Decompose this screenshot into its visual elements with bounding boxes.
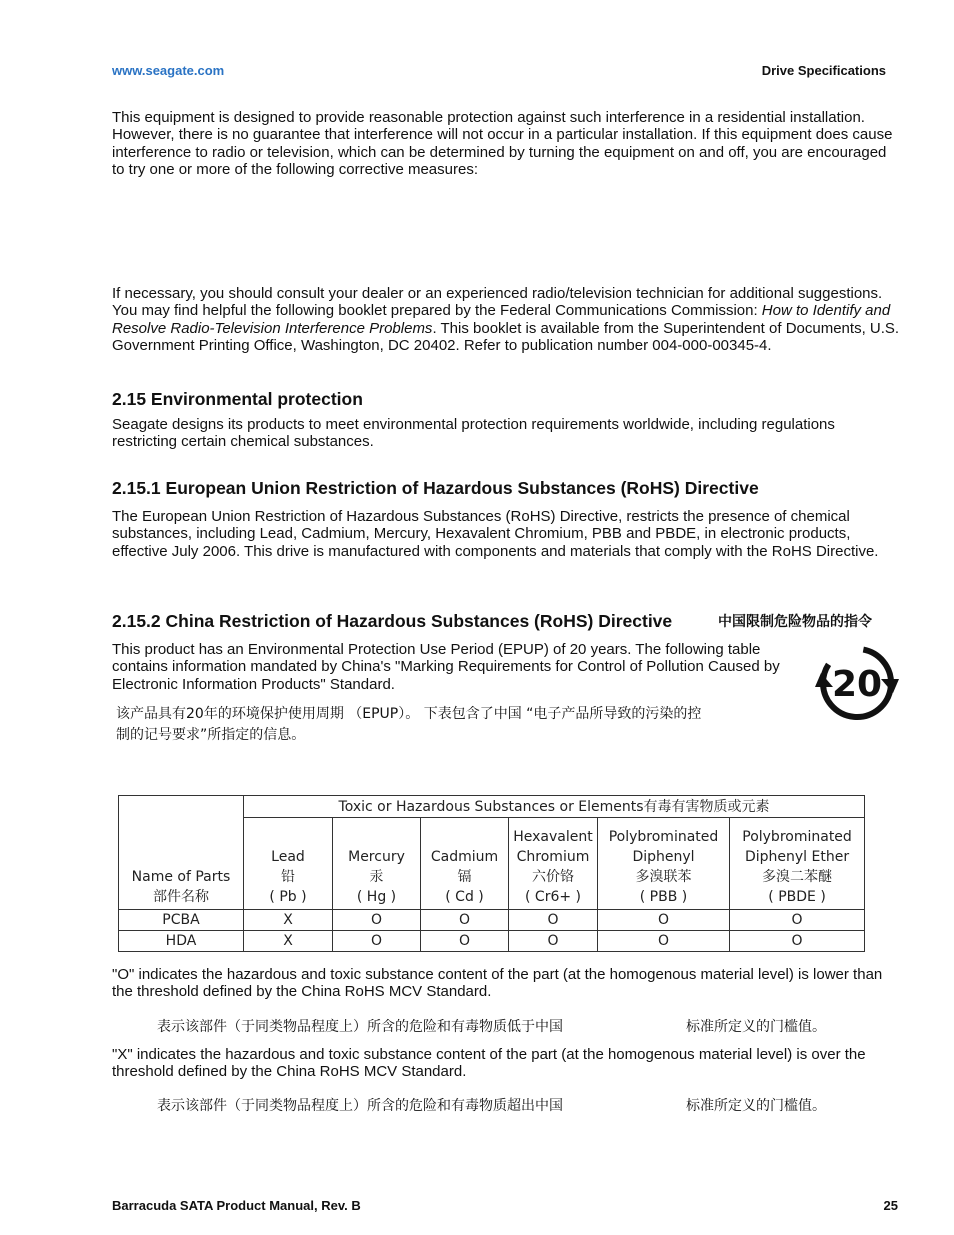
col-pbb xyxy=(598,818,730,910)
value-cell: O xyxy=(421,931,509,952)
consult-paragraph xyxy=(112,285,902,355)
col-mercury xyxy=(333,818,421,910)
col-label: 六价铬 xyxy=(532,869,574,885)
value-cell: O xyxy=(730,931,865,952)
booklet-title: How to Identify and Resolve Radio-Television Interference Problems xyxy=(112,302,891,337)
col-label: 铅 xyxy=(281,869,295,885)
col-label: Cadmium xyxy=(430,849,499,865)
hazardous-substances-table xyxy=(118,795,865,952)
header-website-link[interactable]: www.seagate.com xyxy=(112,63,225,78)
x-note-chinese-a: 表示该部件（于同类物品程度上）所含的危险和有毒物质超出中国 xyxy=(157,1098,563,1114)
col-label: 多溴联苯 xyxy=(635,869,692,885)
col-label: ( Cr6+ ) xyxy=(525,889,581,905)
section-heading-china-rohs: 2.15.2 China Restriction of Hazardous Substances (RoHS) Directive xyxy=(112,611,673,631)
col-label: Diphenyl xyxy=(632,849,695,865)
col-label: ( Hg ) xyxy=(356,889,397,905)
chinese-line-2: 制的记号要求”所指定的信息。 xyxy=(116,727,306,743)
x-note-paragraph: "X" indicates the hazardous and toxic substance content of the part (at the homogenous material level) is over the threshold defined by the China RoHS MCV Standard. xyxy=(112,1046,866,1081)
col-label: Diphenyl Ether xyxy=(744,849,850,865)
table-row xyxy=(119,931,865,952)
parts-header-cn: 部件名称 xyxy=(153,889,209,905)
value-cell: X xyxy=(244,931,333,952)
table-row xyxy=(119,910,865,931)
value-cell: O xyxy=(333,910,421,931)
value-cell: O xyxy=(730,910,865,931)
parts-header-cell xyxy=(119,796,244,910)
col-label: Hexavalent xyxy=(513,829,593,845)
china-rohs-heading-chinese: 中国限制危险物品的指令 xyxy=(718,613,872,629)
section-heading-eu-rohs: 2.15.1 European Union Restriction of Hazardous Substances (RoHS) Directive xyxy=(112,478,759,498)
part-name-cell: HDA xyxy=(119,931,244,952)
col-label: ( Pb ) xyxy=(269,889,307,905)
value-cell: O xyxy=(598,910,730,931)
epup-number: 20 xyxy=(831,664,883,705)
col-label: 镉 xyxy=(457,869,472,885)
col-label: Lead xyxy=(271,849,305,865)
col-label: Polybrominated xyxy=(608,829,719,845)
col-label: ( PBB ) xyxy=(639,889,688,905)
o-note-chinese-b: 标准所定义的门槛值。 xyxy=(686,1019,826,1035)
header-section-title: Drive Specifications xyxy=(761,63,886,78)
china-rohs-paragraph: This product has an Environmental Protection Use Period (EPUP) of 20 years. The following table contains information mandated by China's "Marking Requirements for Control of Pollution Caused by Electronic Information Products" Standard. xyxy=(112,641,780,693)
section-heading-environmental: 2.15 Environmental protection xyxy=(112,389,363,409)
col-label: ( Cd ) xyxy=(445,889,484,905)
x-note-chinese-b: 标准所定义的门槛值。 xyxy=(686,1098,826,1114)
parts-header-en: Name of Parts xyxy=(131,869,231,885)
value-cell: O xyxy=(421,910,509,931)
col-pbde xyxy=(730,818,865,910)
environmental-paragraph: Seagate designs its products to meet environmental protection requirements worldwide, including regulations restricting certain chemical substances. xyxy=(112,416,835,451)
intro-paragraph: This equipment is designed to provide reasonable protection against such interference in a residential installation. However, there is no guarantee that interference will not occur in a particular installation. If this equipment does cause interference to radio or television, which can be determined by turning the equipment on and off, you are encouraged to try one or more of the following corrective measures: xyxy=(112,109,893,179)
china-rohs-chinese-paragraph xyxy=(116,704,806,746)
consult-text-a: If necessary, you should consult your dealer or an experienced radio/television technician for additional suggestions. You may find helpful the following booklet prepared by the Federal Communications Commission: xyxy=(112,285,883,320)
col-label: Chromium xyxy=(516,849,590,865)
value-cell: O xyxy=(333,931,421,952)
epup-20-icon xyxy=(815,645,899,721)
col-label: ( PBDE ) xyxy=(768,889,826,905)
col-label: Mercury xyxy=(348,849,405,865)
table-title-cell: Toxic or Hazardous Substances or Elements有毒有害物质或元素 xyxy=(244,796,865,818)
o-note-paragraph: "O" indicates the hazardous and toxic substance content of the part (at the homogenous material level) is lower than the threshold defined by the China RoHS MCV Standard. xyxy=(112,966,883,1001)
col-cadmium xyxy=(421,818,509,910)
eu-rohs-paragraph: The European Union Restriction of Hazardous Substances (RoHS) Directive, restricts the presence of chemical substances, including Lead, Cadmium, Mercury, Hexavalent Chromium, PBB and PBDE, in electronic products, effective July 2006. This drive is manufactured with components and materials that comply with the RoHS Directive. xyxy=(112,508,879,560)
part-name-cell: PCBA xyxy=(119,910,244,931)
chinese-line-1: 该产品具有20年的环境保护使用周期 （EPUP）。 下表包含了中国 “电子产品所导致的污染的控 xyxy=(116,706,702,722)
o-note-chinese-a: 表示该部件（于同类物品程度上）所含的危险和有毒物质低于中国 xyxy=(157,1019,563,1035)
value-cell: O xyxy=(598,931,730,952)
footer-manual-title: Barracuda SATA Product Manual, Rev. B xyxy=(112,1198,361,1213)
col-hexavalent-chromium xyxy=(509,818,598,910)
col-label: Polybrominated xyxy=(742,829,852,845)
value-cell: X xyxy=(244,910,333,931)
footer-page-number: 25 xyxy=(883,1198,898,1213)
value-cell: O xyxy=(509,910,598,931)
col-label: 汞 xyxy=(369,869,384,885)
value-cell: O xyxy=(509,931,598,952)
consult-text-b: . This booklet is available from the Superintendent of Documents, U.S. Government Printing Office, Washington, DC 20402. Refer to publication number 004-000-00345-4. xyxy=(112,319,900,355)
col-label: 多溴二苯醚 xyxy=(762,869,833,885)
col-lead xyxy=(244,818,333,910)
